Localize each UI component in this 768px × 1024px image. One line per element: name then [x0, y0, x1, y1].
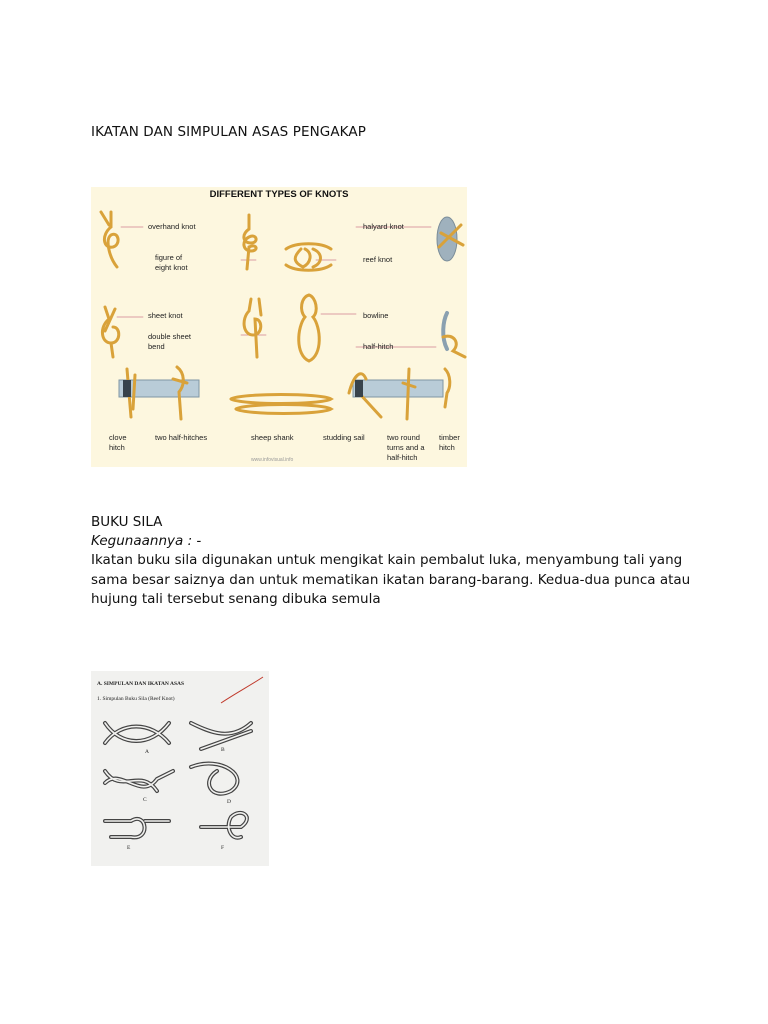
reef-knot-figure [91, 671, 269, 866]
step-label-c: C [143, 797, 147, 803]
label-sheep-shank: sheep shank [251, 433, 294, 442]
label-reef-knot: reef knot [363, 255, 393, 264]
label-figure-eight-knot: figure of eight knot [155, 253, 188, 272]
label-two-half-hitches: two half-hitches [155, 433, 208, 442]
step-label-a: A [145, 749, 149, 755]
label-half-hitch: half-hitch [363, 342, 394, 351]
step-label-d: D [227, 799, 231, 805]
step-label-b: B [221, 747, 225, 753]
knots-figure-title: DIFFERENT TYPES OF KNOTS [209, 189, 349, 200]
label-two-round-turns: two round turns and a half-hitch [387, 433, 425, 462]
section-title: BUKU SILA [91, 514, 163, 530]
step-label-e: E [127, 845, 131, 851]
step-label-f: F [221, 845, 225, 851]
figure-credit: www.infovisual.info [251, 457, 294, 463]
label-double-sheet-bend: double sheet bend [148, 332, 191, 351]
label-bowline: bowline [363, 311, 389, 320]
section-subtitle: Kegunaannya : - [91, 533, 202, 549]
label-overhand-knot: overhand knot [148, 222, 196, 231]
label-sheet-knot: sheet knot [148, 311, 183, 320]
label-clove-hitch: clove hitch [109, 433, 127, 452]
label-halyard-knot: halyard knot [363, 222, 404, 231]
label-timber-hitch: timber hitch [439, 433, 460, 452]
knots-figure [91, 187, 467, 467]
label-studding-sail: studding sail [323, 433, 365, 442]
section-paragraph: Ikatan buku sila digunakan untuk mengikat kain pembalut luka, menyambung tali yang sama besar saiznya dan untuk mematikan ikatan barang-barang. Kedua-dua punca atau hujung tali tersebut senang dibuka semula [91, 552, 691, 607]
page-heading: IKATAN DAN SIMPULAN ASAS PENGAKAP [91, 124, 366, 140]
reef-figure-caption: 1. Simpulan Buku Sila (Reef Knot) [97, 696, 175, 702]
reef-figure-heading: A. SIMPULAN DAN IKATAN ASAS [97, 681, 185, 687]
